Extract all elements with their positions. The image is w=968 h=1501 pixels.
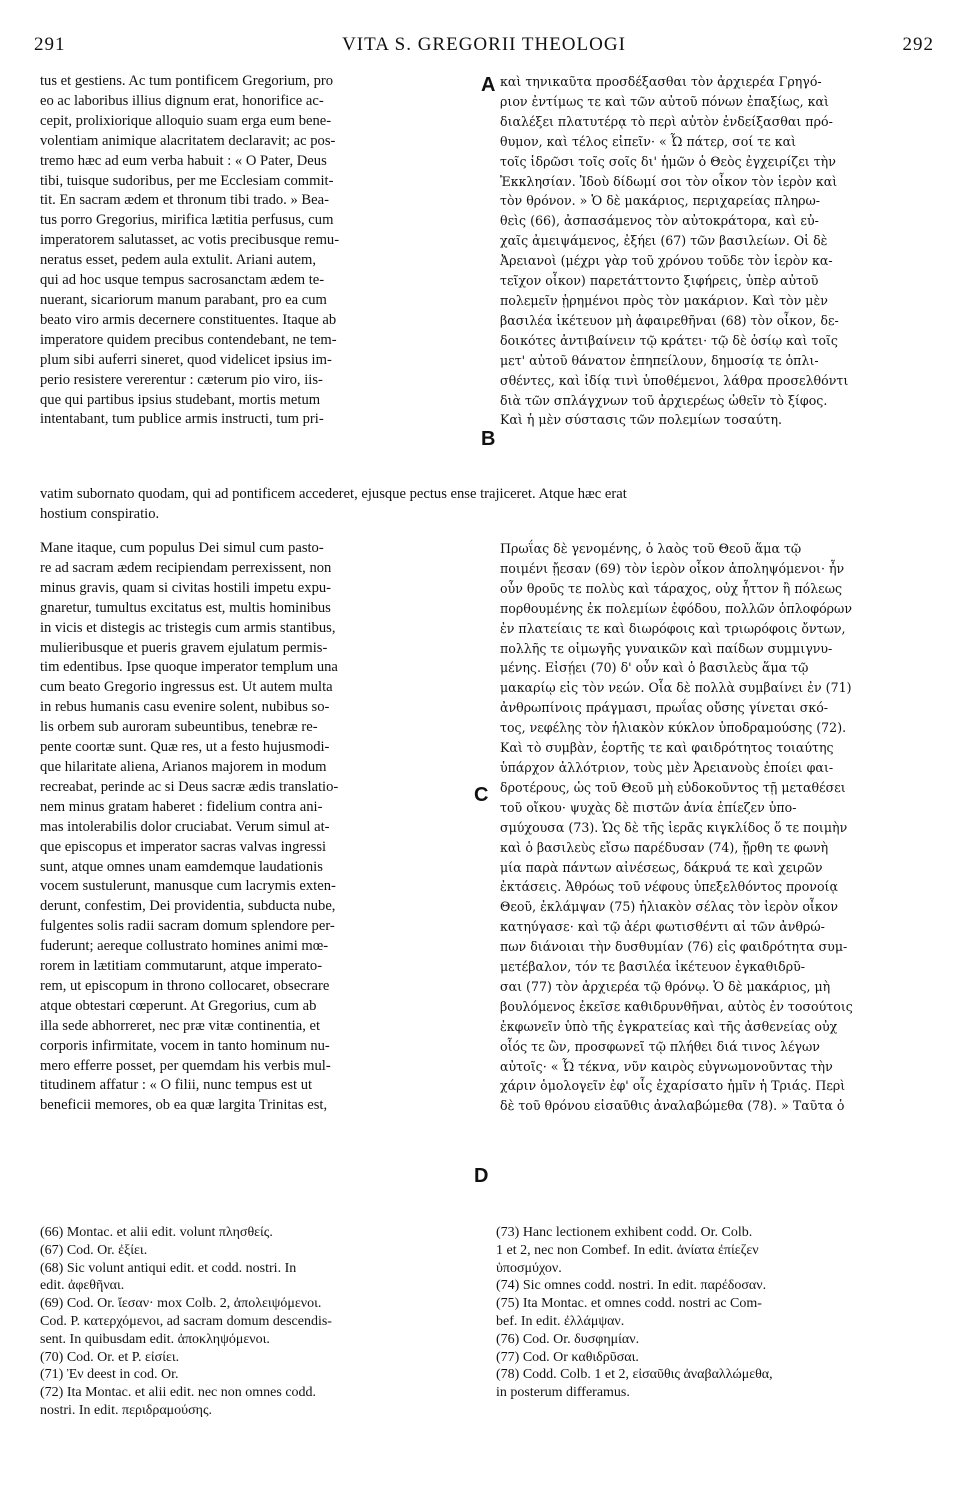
greek-line: καὶ ὁ βασιλεὺς εἴσω παρέδυσαν (74), ᾔρθη τε φωνὴ	[500, 839, 829, 855]
greek-line: μία παρὰ πάντων αἰνέσεως, δάκρυά τε καὶ χειρῶν	[500, 859, 823, 875]
footnote-line: (76) Cod. Or. δυσφημίαν.	[496, 1331, 640, 1347]
section-marker-b: B	[481, 428, 496, 450]
latin-line: beato viro armis decernere constituentes. Itaque ab	[40, 311, 337, 328]
footnote-line: sent. In quibusdam edit. ἀποκληψόμενοι.	[40, 1331, 270, 1347]
greek-line: βουλόμενος ἐκεῖσε καθιδρυνθῆναι, αὐτὸς ἐν τοσούτοις	[500, 998, 853, 1014]
latin-line: minus gravis, quam si civitas hostili impetu expu-	[40, 579, 332, 596]
greek-line: Ἀρειανοὶ (μέχρι γὰρ τοῦ χρόνου τοῦδε τὸν ἱερὸν κα-	[500, 253, 833, 269]
latin-line: corporis infirmitate, vocem in tanto hominum nu-	[40, 1037, 330, 1054]
greek-line: μετέβαλον, τόν τε βασιλέα ἱκέτευον ἐγκαθιδρῦ-	[500, 959, 806, 975]
footnote-line: (71) Ἐν deest in cod. Or.	[40, 1367, 179, 1383]
greek-line: πορθουμένης ἐκ πολεμίων ἐφόδου, πολλῶν ὁπλοφόρων	[500, 600, 852, 616]
greek-line: πολλῆς τε οἰμωγῆς γυναικῶν καὶ παίδων συμμιγνυ-	[500, 640, 833, 656]
greek-line: δροτέρους, ὡς τοῦ Θεοῦ μὴ εὐδοκοῦντος τῇ μεταθέσει	[500, 779, 846, 795]
latin-line: tremo hæc ad eum verba habuit : « O Pater, Deus	[40, 152, 327, 169]
latin-line: illa sede abhorreret, nec præ vitæ continentia, et	[40, 1017, 321, 1034]
latin-line: sunt, atque omnes unam eamdemque laudationis	[40, 858, 323, 875]
greek-line: διὰ τῶν σπλάγχνων τοῦ ἀρχιερέως ὠθεῖν τὸ ξίφος.	[500, 392, 828, 408]
footnote-line: (70) Cod. Or. et P. εἰσίει.	[40, 1349, 180, 1365]
footnote-line: bef. In edit. ἐλλάμψαν.	[496, 1313, 625, 1329]
latin-full-width-lines	[40, 484, 936, 524]
section-marker-a: A	[481, 74, 496, 96]
latin-line: gnaretur, tumultus excitatus est, multis hominibus	[40, 599, 331, 616]
greek-line: Καὶ ἡ μὲν σύστασις τῶν πολεμίων τοσαύτη.	[500, 412, 783, 428]
footnotes-right	[496, 1224, 936, 1402]
section-marker-c: C	[474, 784, 489, 806]
latin-line: tit. En sacram ædem et thronum tibi trado. » Bea-	[40, 192, 329, 209]
latin-line: que episcopus et imperator sacras valvas ingressi	[40, 838, 327, 855]
latin-line: fulgentes solis radii sacram domum splendore per-	[40, 918, 335, 935]
latin-line: cum beato Gregorio ingressus est. Ut autem multa	[40, 679, 333, 696]
latin-line: beneficii memores, ob ea quæ largita Trinitas est,	[40, 1097, 328, 1114]
page-number-left: 291	[34, 34, 66, 55]
greek-line: ἐκτάσεις. Ἀθρόως τοῦ νέφους ὑπεξελθόντος προνοίᾳ	[500, 879, 838, 895]
latin-line: hostium conspiratio.	[40, 506, 160, 522]
greek-line: ὑπάρχον ἀλλότριον, τοὺς μὲν Ἀρειανοὺς ἐποίει φαι-	[500, 759, 834, 775]
greek-line: ἐν πλατείαις τε καὶ διωρόφοις καὶ τριωρόφοις ὄντων,	[500, 620, 846, 636]
greek-line: Καὶ τὸ συμβὰν, ἑορτῆς τε καὶ φαιδρότητος τοιαύτης	[500, 740, 834, 756]
greek-line: βασιλέα ἱκέτευον μὴ ἀφαιρεθῆναι (68) τὸν οἶκον, δε-	[500, 312, 839, 328]
footnote-line: (78) Codd. Colb. 1 et 2, εἰσαῦθις ἀναβαλλώμεθα,	[496, 1367, 773, 1383]
latin-line: titudinem affatur : « O filii, nunc tempus est ut	[40, 1077, 313, 1094]
footnote-line: (77) Cod. Or καθιδρῦσαι.	[496, 1349, 639, 1365]
greek-column-top	[500, 72, 936, 430]
latin-line: tim edentibus. Ipse quoque imperator templum una	[40, 659, 338, 676]
latin-line: tus porro Gregorius, mirifica lætitia perfusus, cum	[40, 212, 334, 229]
footnote-line: (73) Hanc lectionem exhibent codd. Or. Colb.	[496, 1225, 753, 1240]
latin-line: perio resistere vererentur : cæterum pio viro, iis-	[40, 371, 323, 388]
greek-line: Πρωΐας δὲ γενομένης, ὁ λαὸς τοῦ Θεοῦ ἅμα τῷ	[500, 541, 802, 556]
latin-line: atque obtestari cœperunt. At Gregorius, cum ab	[40, 997, 317, 1014]
latin-line: fuderunt; aereque collustrato homines animi mœ-	[40, 938, 329, 955]
latin-line: Mane itaque, cum populus Dei simul cum pasto-	[40, 540, 324, 556]
latin-line: in vicis et distegis ac tristegis cum armis stantibus,	[40, 619, 336, 636]
footnotes-left	[40, 1224, 480, 1420]
latin-line: tus et gestiens. Ac tum pontificem Gregorium, pro	[40, 73, 334, 89]
latin-line: neratus esset, pedem aula extulit. Ariani autem,	[40, 252, 316, 269]
latin-line: vocem sustulerunt, manusque cum lacrymis exten-	[40, 878, 336, 895]
footnote-line: in posterum differamus.	[496, 1385, 630, 1401]
greek-column-bottom	[500, 539, 936, 1116]
footnote-line: ὑποσμύχον.	[496, 1260, 562, 1276]
running-title: VITA S. GREGORII THEOLOGI	[342, 34, 626, 55]
greek-line: μένης. Εἰσῄει (70) δ' οὖν καὶ ὁ βασιλεὺς ἅμα τῷ	[500, 660, 809, 676]
footnote-line: (66) Montac. et alii edit. volunt πλησθείς.	[40, 1225, 273, 1240]
footnote-line: edit. ἀφεθῆναι.	[40, 1278, 125, 1294]
page-number-right: 292	[902, 34, 934, 55]
latin-column-top	[40, 72, 480, 430]
latin-line: volentiam animique alacritatem declaravit; ac pos-	[40, 132, 336, 149]
latin-line: que qui partibus ipsius studebant, mortis metum	[40, 391, 321, 408]
latin-line: rorem in lætitiam commutarunt, atque imperato-	[40, 958, 323, 975]
latin-line: qui ad hoc usque tempus sacrosanctam ædem te-	[40, 272, 325, 289]
greek-line: θεὶς (66), ἀσπασάμενος τὸν αὐτοκράτορα, καὶ εὐ-	[500, 213, 819, 229]
latin-line: imperatore quidem precibus contendebant, ne tem-	[40, 331, 337, 348]
greek-line: Θεοῦ, ἐκλάμψαν (75) ἡλιακὸν σέλας τὸν ἱερὸν οἶκον	[500, 899, 838, 915]
greek-line: καὶ τηνικαῦτα προσδέξασθαι τὸν ἀρχιερέα Γρηγό-	[500, 74, 822, 89]
footnote-line: (68) Sic volunt antiqui edit. et codd. nostri. In	[40, 1260, 297, 1276]
greek-line: ἀνθρωπίνοις πράγμασι, πρωΐας οὔσης γίνεται σκό-	[500, 700, 829, 716]
footnote-line: (67) Cod. Or. ἐξίει.	[40, 1242, 148, 1258]
greek-line: θυμον, καὶ τέλος εἰπεῖν· « Ὦ πάτερ, σοί τε καὶ	[500, 133, 797, 149]
latin-line: cepit, prolixiorique alloquio suam erga eum bene-	[40, 112, 332, 129]
latin-column-bottom	[40, 539, 480, 1116]
greek-line: πων διάνοιαι τὴν δυσθυμίαν (76) εἰς φαιδρότητα συμ-	[500, 939, 848, 955]
page-header	[34, 34, 934, 60]
latin-line: recreabat, perinde ac si Deus sacræ ædis translatio-	[40, 778, 339, 795]
greek-line: τοῦ οἴκου· ψυχὰς δὲ πιστῶν ἀνία ἐπίεζεν ὑπο-	[500, 799, 797, 815]
greek-line: δὲ τοῦ θρόνου εἰσαῦθις ἀναλαβώμεθα (78). » Ταῦτα ὁ	[500, 1098, 845, 1114]
greek-line: σθέντες, καὶ ἰδίᾳ τινὶ ὑποθέμενοι, λάθρα προσελθόντι	[500, 372, 849, 388]
section-marker-d: D	[474, 1165, 489, 1187]
latin-line: rem, ut episcopum in throno collocaret, obsecrare	[40, 977, 330, 994]
latin-line: intentabant, tum publice armis instructi, tum pri-	[40, 411, 324, 428]
latin-line: imperatorem salutasset, ac votis precibusque remu-	[40, 232, 340, 249]
latin-line: lis orbem sub auroram subeuntibus, tenebræ re-	[40, 719, 318, 736]
greek-line: τος, νεφέλης τὸν ἡλιακὸν κύκλον ὑποδραμούσης (72).	[500, 720, 847, 736]
greek-line: κατηύγασε· καὶ τῷ ἀέρι φωτισθέντι αἱ τῶν ἀνθρώ-	[500, 919, 825, 935]
greek-line: μετ' αὐτοῦ θάνατον ἐπηπείλουν, δημοσίᾳ τε ὁπλι-	[500, 352, 819, 368]
footnote-line: (69) Cod. Or. ἴεσαν· mox Colb. 2, ἀπολειψόμενοι.	[40, 1296, 322, 1312]
greek-line: τὸν θρόνον. » Ὁ δὲ μακάριος, περιχαρείας πληρω-	[500, 193, 821, 209]
latin-line: mero efferre posset, per quemdam his verbis mul-	[40, 1057, 331, 1074]
greek-line: σαι (77) τὸν ἀρχιερέα τῷ θρόνῳ. Ὁ δὲ μακάριος, μὴ	[500, 978, 831, 994]
latin-line: mas intolerabilis dolor cruciabat. Verum simul at-	[40, 818, 330, 835]
greek-line: ἐκφωνεῖν ὑπὸ τῆς ἐγκρατείας καὶ τῆς ἀσθενείας οὐχ	[500, 1018, 838, 1034]
latin-line: derunt, confestim, Dei providentia, subducta nube,	[40, 898, 336, 915]
latin-line: mulieribusque et pueris gravem ejulatum permis-	[40, 639, 328, 656]
footnote-line: 1 et 2, nec non Combef. In edit. ἀνίατα ἐπίεζεν	[496, 1242, 759, 1258]
greek-line: χαῖς ἀμειψάμενος, ἐξήει (67) τῶν βασιλείων. Οἱ δὲ	[500, 233, 828, 249]
greek-line: οὖν θροῦς τε πολὺς καὶ τάραχος, οὐχ ἧττον ἢ πόλεως	[500, 580, 843, 596]
latin-line: vatim subornato quodam, qui ad pontificem accederet, ejusque pectus ense trajiceret. Atque hæc erat	[40, 486, 627, 502]
greek-line: χάριν ὁμολογεῖν ἐφ' οἷς ἐχαρίσατο ἡμῖν ἡ Τριάς. Περὶ	[500, 1078, 846, 1094]
greek-line: τεῖχον οἶκον) παρετάττοντο ξιφήρεις, ὑπὲρ αὐτοῦ	[500, 273, 819, 289]
footnote-line: Cod. P. κατερχόμενοι, ad sacram domum descendis-	[40, 1313, 332, 1329]
latin-line: plum sibi auferri sineret, quod videlicet ipsius im-	[40, 351, 332, 368]
greek-line: τοῖς ἱδρῶσι τοῖς σοῖς δι' ἡμῶν ὁ Θεὸς ἐγχειρίζει τὴν	[500, 153, 836, 169]
latin-line: que hilaritate aliena, Arianos majorem in modum	[40, 758, 327, 775]
latin-line: re ad sacram ædem recipiendam perrexissent, non	[40, 559, 332, 576]
latin-line: nem minus gratam haberet : fidelium contra ani-	[40, 798, 323, 815]
greek-line: πολεμεῖν ᾑρημένοι πρὸς τὸν μακάριον. Καὶ τὸν μὲν	[500, 292, 828, 308]
footnote-line: nostri. In edit. περιδραμούσης.	[40, 1402, 213, 1418]
greek-line: διαλέξει πλατυτέρᾳ τὸ περὶ αὐτὸν ἐνδείξασθαι πρό-	[500, 113, 833, 129]
greek-line: ριον ἐντίμως τε καὶ τῶν αὐτοῦ πόνων ἐπαξίως, καὶ	[500, 93, 829, 109]
latin-line: tibi, tuisque sudoribus, per me Ecclesiam commit-	[40, 172, 334, 189]
greek-line: ποιμένι ᾔεσαν (69) τὸν ἱερὸν οἶκον ἀποληψόμενοι· ἦν	[500, 560, 845, 576]
greek-line: σμύχουσα (73). Ὡς δὲ τῆς ἱερᾶς κιγκλίδος ὅ τε ποιμὴν	[500, 819, 848, 835]
footnote-line: (75) Ita Montac. et omnes codd. nostri ac Com-	[496, 1296, 762, 1312]
latin-line: in rebus humanis casu evenire solent, nubibus so-	[40, 699, 330, 716]
latin-line: nuerant, sicariorum manum parabant, pro ea cum	[40, 291, 327, 308]
footnote-line: (72) Ita Montac. et alii edit. nec non omnes codd.	[40, 1385, 317, 1401]
latin-line: eo ac laboribus illius dignum erat, honorifice ac-	[40, 92, 324, 109]
greek-line: αὐτοῖς· « Ὦ τέκνα, νῦν καιρὸς εὐγνωμονοῦντας τὴν	[500, 1058, 833, 1074]
greek-line: δοικότες ἀντιβαίνειν τῷ κράτει· τῷ δὲ ὁσίῳ καὶ τοῖς	[500, 332, 838, 348]
latin-line: pente coortæ sunt. Quæ res, ut a festo hujusmodi-	[40, 739, 330, 756]
greek-line: οἷός τε ὢν, προσφωνεῖ τῷ πλήθει διά τινος λέγων	[500, 1038, 820, 1054]
greek-line: μακαρίῳ εἰς τὸν νεών. Οἷα δὲ πολλὰ συμβαίνει ἐν (71)	[500, 680, 852, 696]
greek-line: Ἐκκλησίαν. Ἰδοὺ δίδωμί σοι τὸν οἶκον τὸν ἱερὸν καὶ	[500, 173, 838, 189]
footnote-line: (74) Sic omnes codd. nostri. In edit. παρέδοσαν.	[496, 1278, 767, 1294]
